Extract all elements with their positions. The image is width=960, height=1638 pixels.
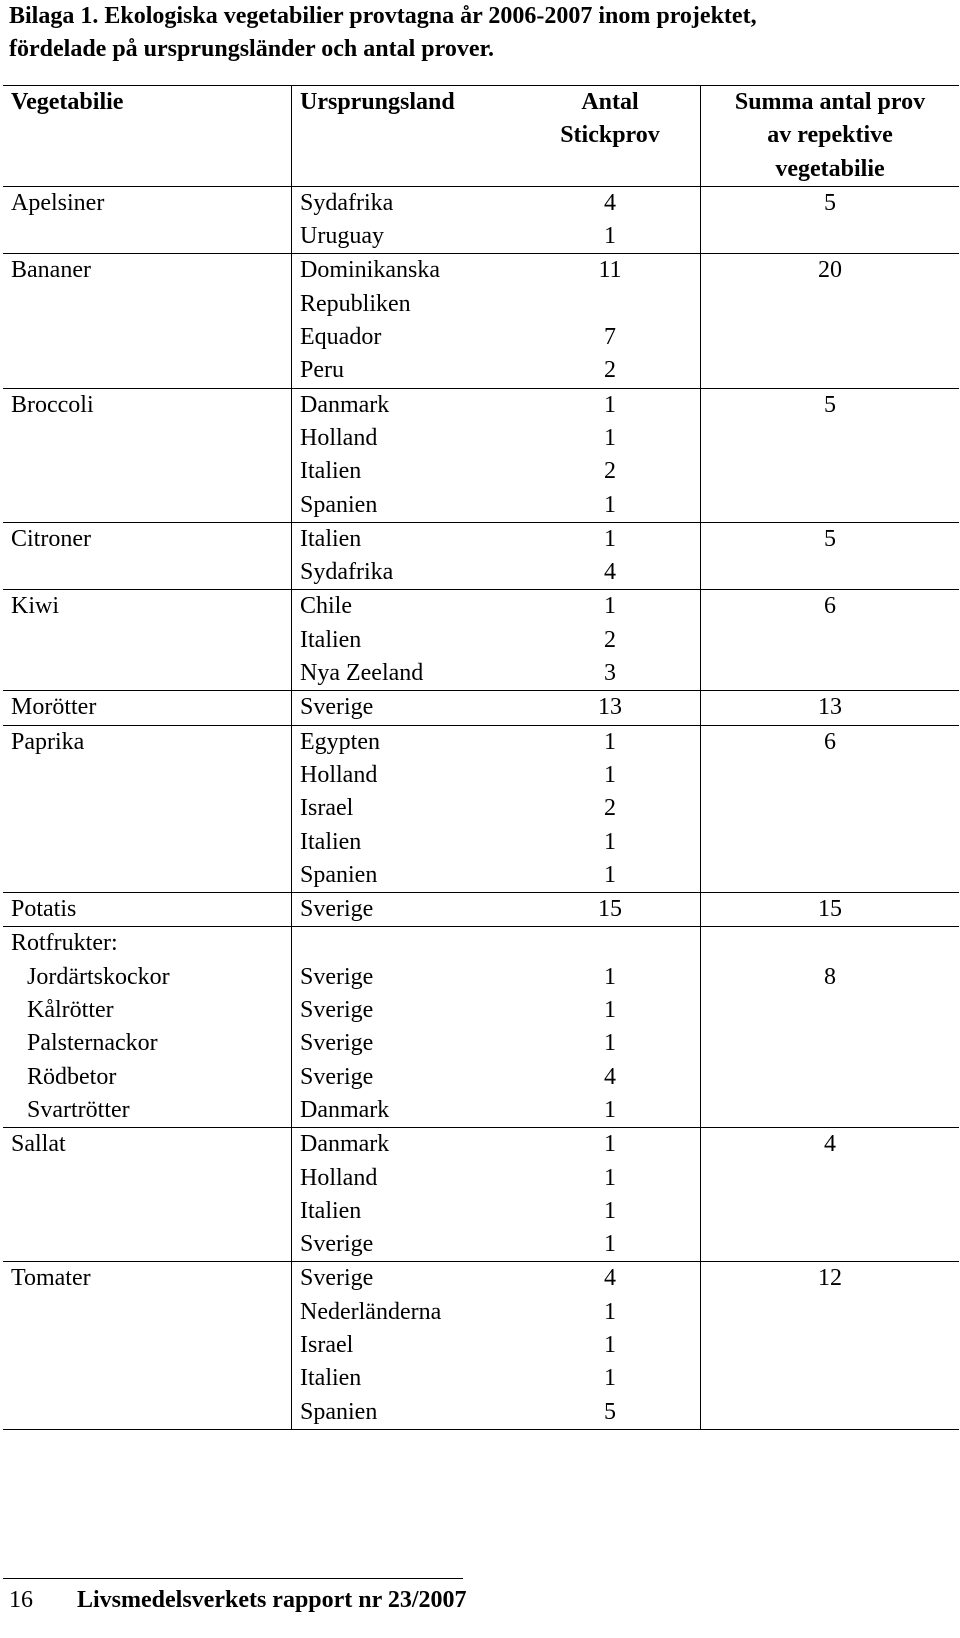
total-cell <box>701 691 960 725</box>
origin-country: Republiken <box>300 290 411 317</box>
sample-count: 7 <box>604 324 616 351</box>
vegetable-name: Rödbetor <box>27 1063 117 1090</box>
sample-count: 1 <box>604 1298 616 1325</box>
vegetable-name: Bananer <box>11 257 91 284</box>
sample-count-cell <box>520 725 701 892</box>
sample-count-cell <box>520 388 701 522</box>
table-body <box>3 186 959 1429</box>
page-number: 16 <box>9 1587 33 1613</box>
origin-country: Nederländerna <box>300 1298 442 1325</box>
sample-count: 4 <box>604 1265 616 1292</box>
origin-country: Spanien <box>300 861 378 888</box>
origin-country: Danmark <box>300 1096 390 1123</box>
sample-count-cell <box>520 1262 701 1429</box>
origin-cell <box>292 254 521 388</box>
total-cell <box>701 388 960 522</box>
vegetable-name: Broccoli <box>11 391 94 418</box>
header-summa-line-1: Summa antal prov <box>734 89 926 115</box>
total-count: 5 <box>824 525 836 552</box>
table-header-row <box>3 86 959 187</box>
total-cell <box>701 186 960 254</box>
origin-country: Egypten <box>300 728 380 755</box>
table-row <box>3 388 959 522</box>
sample-count-cell <box>520 927 701 1128</box>
sample-count: 1 <box>604 391 616 418</box>
vegetable-name: Rotfrukter: <box>11 930 118 957</box>
origin-country: Peru <box>300 357 344 384</box>
origin-country <box>300 927 520 960</box>
sample-count: 1 <box>604 223 616 250</box>
vegetable-name: Kålrötter <box>27 997 114 1024</box>
total-count: 5 <box>824 391 836 418</box>
header-stickprov-line: Stickprov <box>560 122 660 149</box>
origin-country: Italien <box>300 525 362 552</box>
origin-country: Sverige <box>300 1265 374 1292</box>
origin-country: Sverige <box>300 1030 374 1057</box>
sample-count: 1 <box>604 828 616 855</box>
origin-country: Nya Zeeland <box>300 660 424 687</box>
sample-count: 1 <box>604 861 616 888</box>
origin-country: Danmark <box>300 391 390 418</box>
sample-count: 2 <box>604 795 616 822</box>
origin-country: Spanien <box>300 1398 378 1425</box>
origin-cell <box>292 927 521 1128</box>
vegetable-cell <box>3 691 292 725</box>
origin-cell <box>292 1262 521 1429</box>
total-count: 8 <box>824 963 836 990</box>
total-count: 5 <box>824 189 836 216</box>
page-title <box>9 0 949 66</box>
sample-count: 2 <box>604 626 616 653</box>
origin-country: Israel <box>300 795 354 822</box>
origin-country: Sverige <box>300 1231 374 1258</box>
origin-country: Sydafrika <box>300 559 394 586</box>
sample-count: 2 <box>604 458 616 485</box>
table-row <box>3 254 959 388</box>
total-cell <box>701 522 960 590</box>
vegetable-cell <box>3 1128 292 1262</box>
sample-count: 13 <box>598 694 622 721</box>
origin-country: Israel <box>300 1331 354 1358</box>
vegetable-name: Kiwi <box>11 593 59 620</box>
vegetable-name: Svartrötter <box>27 1096 130 1123</box>
table-row <box>3 522 959 590</box>
sample-count-cell <box>520 186 701 254</box>
vegetable-name: Palsternackor <box>27 1030 158 1057</box>
vegetable-cell <box>3 186 292 254</box>
sample-count: 1 <box>604 1131 616 1158</box>
sample-count: 1 <box>604 963 616 990</box>
sample-count: 1 <box>604 997 616 1024</box>
header-ursprungsland: Ursprungsland <box>300 89 455 115</box>
origin-cell <box>292 725 521 892</box>
header-antal-stickprov <box>520 86 701 187</box>
origin-country: Sydafrika <box>300 189 394 216</box>
total-cell <box>701 927 960 1128</box>
origin-country: Holland <box>300 1164 378 1191</box>
sample-count: 11 <box>598 257 622 284</box>
vegetable-name: Jordärtskockor <box>27 963 170 990</box>
vegetable-cell <box>3 893 292 927</box>
sample-count: 4 <box>604 559 616 586</box>
vegetable-name: Potatis <box>11 896 77 923</box>
origin-cell <box>292 1128 521 1262</box>
sample-table <box>3 85 959 1430</box>
total-cell <box>701 725 960 892</box>
origin-country: Chile <box>300 593 352 620</box>
vegetable-name: Citroner <box>11 525 91 552</box>
origin-country: Holland <box>300 424 378 451</box>
origin-country: Sverige <box>300 694 374 721</box>
total-cell <box>701 254 960 388</box>
header-summa-line-3: vegetabilie <box>775 155 885 182</box>
vegetable-name: Apelsiner <box>11 189 105 216</box>
vegetable-cell <box>3 388 292 522</box>
origin-country: Italien <box>300 458 362 485</box>
sample-count: 4 <box>604 1063 616 1090</box>
sample-count: 1 <box>604 1231 616 1258</box>
total-count: 20 <box>818 257 842 284</box>
vegetable-cell <box>3 725 292 892</box>
sample-count <box>520 927 700 960</box>
total-cell <box>701 1262 960 1429</box>
origin-country: Uruguay <box>300 223 384 250</box>
vegetable-name: Morötter <box>11 694 97 721</box>
total-cell <box>701 590 960 691</box>
sample-count: 1 <box>604 525 616 552</box>
origin-country: Sverige <box>300 1063 374 1090</box>
origin-country: Sverige <box>300 896 374 923</box>
sample-count: 1 <box>604 728 616 755</box>
origin-country: Italien <box>300 828 362 855</box>
vegetable-cell <box>3 254 292 388</box>
sample-count: 1 <box>604 761 616 788</box>
origin-country: Danmark <box>300 1131 390 1158</box>
sample-count: 1 <box>604 1096 616 1123</box>
sample-count-cell <box>520 1128 701 1262</box>
total-cell <box>701 1128 960 1262</box>
sample-count-cell <box>520 691 701 725</box>
origin-country: Sverige <box>300 997 374 1024</box>
sample-count: 1 <box>604 593 616 620</box>
vegetable-name: Sallat <box>11 1131 66 1158</box>
total-count: 6 <box>824 728 836 755</box>
origin-cell <box>292 691 521 725</box>
footer-divider <box>3 1578 463 1579</box>
sample-count: 1 <box>604 1030 616 1057</box>
total-count: 12 <box>818 1265 842 1292</box>
table-row <box>3 927 959 1128</box>
header-vegetabilie: Vegetabilie <box>3 86 292 187</box>
sample-count-cell <box>520 590 701 691</box>
sample-count: 1 <box>604 1331 616 1358</box>
sample-count <box>520 288 700 321</box>
sample-count-cell <box>520 893 701 927</box>
origin-cell <box>292 388 521 522</box>
table-row <box>3 1262 959 1429</box>
origin-cell <box>292 522 521 590</box>
sample-count: 1 <box>604 424 616 451</box>
header-summa <box>701 86 960 187</box>
sample-count-cell <box>520 254 701 388</box>
origin-cell <box>292 186 521 254</box>
sample-count: 1 <box>604 491 616 518</box>
report-name: Livsmedelsverkets rapport nr 23/2007 <box>77 1587 467 1613</box>
vegetable-name: Tomater <box>11 1265 91 1292</box>
vegetable-name: Paprika <box>11 728 85 755</box>
table-row <box>3 893 959 927</box>
table-row <box>3 1128 959 1262</box>
sample-count: 1 <box>604 1164 616 1191</box>
table-row <box>3 691 959 725</box>
sample-count: 2 <box>604 357 616 384</box>
origin-country: Sverige <box>300 963 374 990</box>
total-cell <box>701 893 960 927</box>
sample-count: 1 <box>604 1365 616 1392</box>
origin-country: Italien <box>300 1365 362 1392</box>
title-line-1: Bilaga 1. Ekologiska vegetabilier provtagna år 2006-2007 inom projektet, <box>9 3 757 29</box>
title-line-2: fördelade på ursprungsländer och antal prover. <box>9 36 494 62</box>
sample-count: 4 <box>604 189 616 216</box>
origin-country: Spanien <box>300 491 378 518</box>
total-count: 13 <box>818 694 842 721</box>
table-row <box>3 725 959 892</box>
sample-count-cell <box>520 522 701 590</box>
origin-country: Holland <box>300 761 378 788</box>
total-count: 4 <box>824 1131 836 1158</box>
origin-country: Italien <box>300 1197 362 1224</box>
vegetable-cell <box>3 590 292 691</box>
origin-cell <box>292 590 521 691</box>
sample-count: 15 <box>598 896 622 923</box>
origin-cell <box>292 893 521 927</box>
total-count: 6 <box>824 593 836 620</box>
sample-count: 1 <box>604 1197 616 1224</box>
origin-country: Italien <box>300 626 362 653</box>
table-row <box>3 186 959 254</box>
page-footer <box>9 1585 467 1615</box>
header-summa-line-2: av repektive <box>767 122 893 149</box>
table-row <box>3 590 959 691</box>
sample-count: 5 <box>604 1398 616 1425</box>
header-antal-line: Antal <box>581 89 639 115</box>
vegetable-cell <box>3 1262 292 1429</box>
origin-country: Dominikanska <box>300 257 440 284</box>
sample-count: 3 <box>604 660 616 687</box>
vegetable-cell <box>3 927 292 1128</box>
origin-country: Equador <box>300 324 382 351</box>
vegetable-cell <box>3 522 292 590</box>
total-count: 15 <box>818 896 842 923</box>
